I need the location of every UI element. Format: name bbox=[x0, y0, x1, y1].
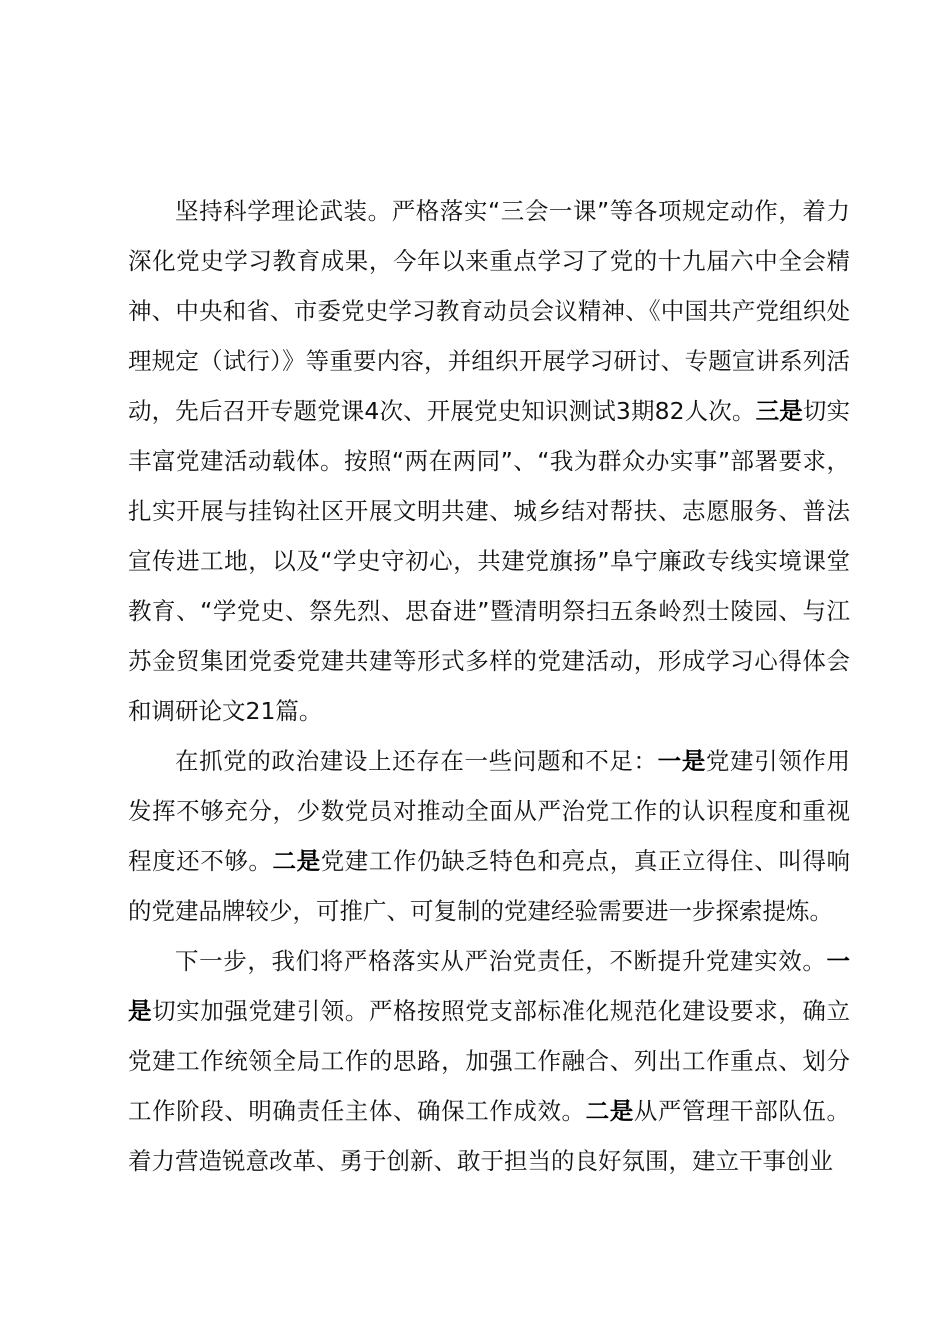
paragraph-text: 从严管理干部队伍。着力营造锐意改革、勇于创新、敢于担当的良好氛围，建立干事创业 bbox=[128, 1097, 851, 1175]
paragraph-text: 切实加强党建引领。严格按照党支部标准化规范化建设要求，确立党建工作统领全局工作的思路，加强工作融合、列出工作重点、划分工作阶段、明确责任主体、确保工作成效。 bbox=[128, 997, 851, 1125]
paragraph-problems bbox=[128, 736, 850, 936]
paragraph-text: 党建工作仍缺乏特色和亮点，真正立得住、叫得响的党建品牌较少，可推广、可复制的党建经验需要进一步探索提炼。 bbox=[128, 847, 851, 925]
bold-marker-two: 二是 bbox=[585, 1097, 634, 1125]
bold-marker-three: 三是 bbox=[755, 397, 803, 425]
document-body bbox=[128, 186, 850, 1186]
paragraph-text: 在抓党的政治建设上还存在一些问题和不足： bbox=[175, 747, 658, 775]
bold-marker-two: 二是 bbox=[272, 847, 321, 875]
bold-marker-one: 一是 bbox=[657, 747, 706, 775]
paragraph-party-activities bbox=[128, 186, 850, 736]
paragraph-text: 党建引领作用发挥不够充分，少数党员对推动全面从严治党工作的认识程度和重视程度还不够。 bbox=[128, 747, 851, 875]
paragraph-text: 切实丰富党建活动载体。按照“两在两同”、“我为群众办实事”部署要求，扎实开展与挂钩社区开展文明共建、城乡结对帮扶、志愿服务、普法宣传进工地，以及“学史守初心，共建党旗扬”阜宁廉政专线实境课堂教育、“学党史、祭先烈、思奋进”暨清明祭扫五条岭烈士陵园、与江苏金贸集团党委党建共建等形式多样的党建活动，形成学习心得体会和调研论文21篇。 bbox=[128, 397, 850, 725]
bold-marker-one: 一是 bbox=[128, 947, 850, 1025]
paragraph-text: 下一步，我们将严格落实从严治党责任，不断提升党建实效。 bbox=[175, 947, 827, 975]
paragraph-text: 坚持科学理论武装。严格落实“三会一课”等各项规定动作，着力深化党史学习教育成果，今年以来重点学习了党的十九届六中全会精神、中央和省、市委党史学习教育动员会议精神、《中国共产党组织处理规定（试行）》等重要内容，并组织开展学习研讨、专题宣讲系列活动，先后召开专题党课4次、开展党史知识测试3期82人次。 bbox=[128, 197, 850, 425]
paragraph-next-steps bbox=[128, 936, 850, 1186]
